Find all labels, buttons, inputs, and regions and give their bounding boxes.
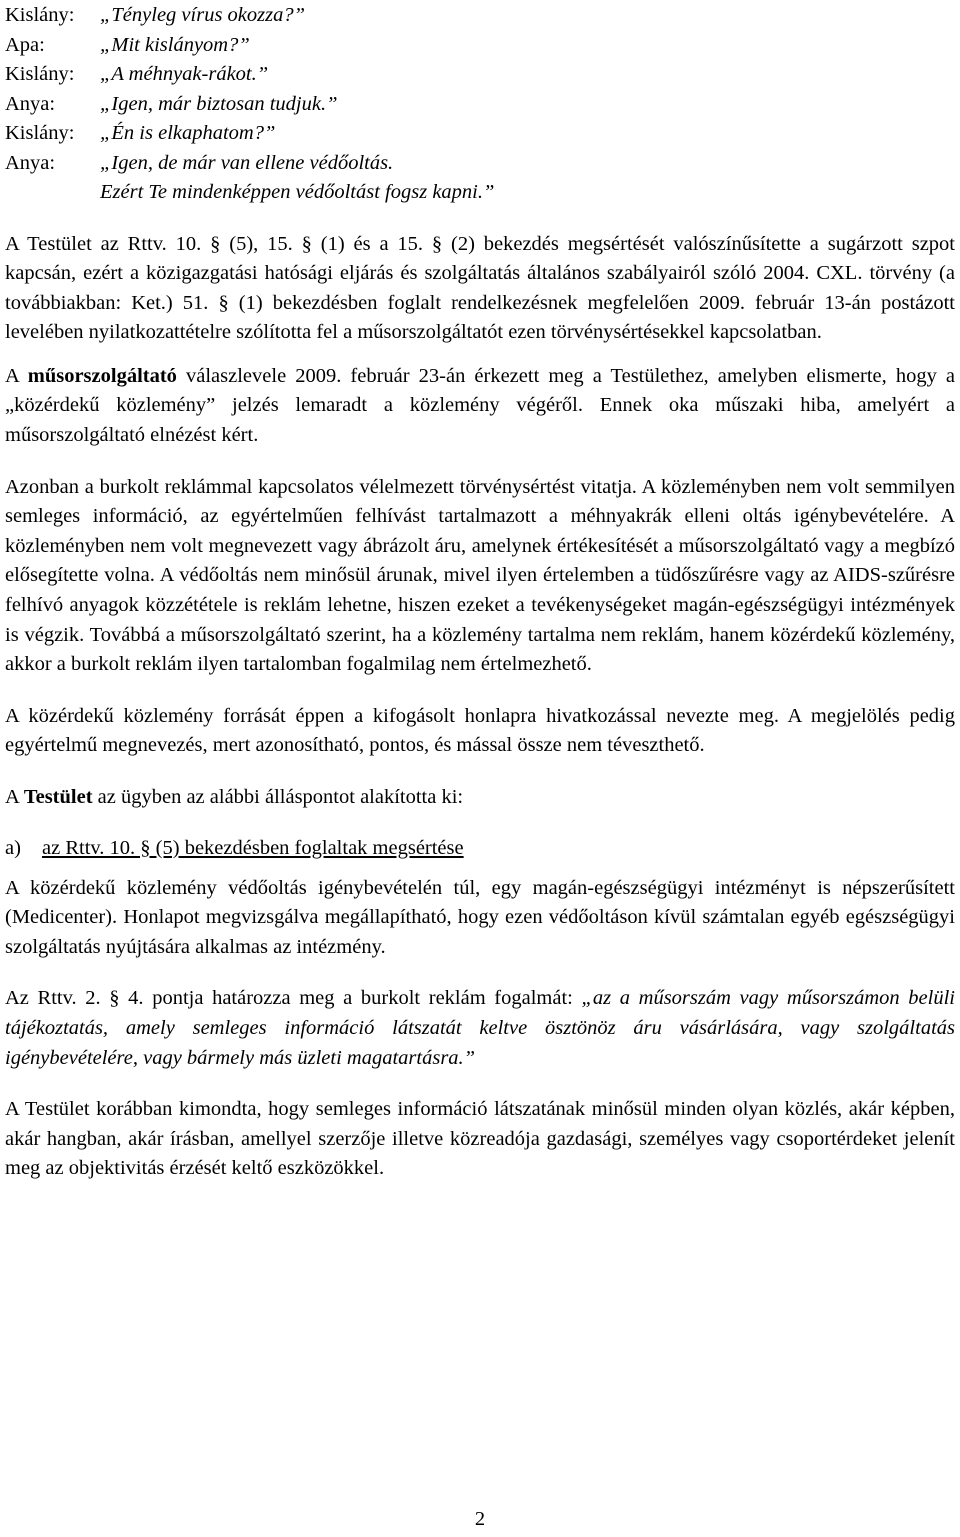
document-page — [5, 0, 955, 1184]
dialog-block — [5, 0, 955, 208]
text-prefix: Az Rttv. 2. § 4. pontja határozza meg a burkolt reklám fogalmát: — [5, 987, 582, 1010]
dialog-speaker: Kislány: — [5, 122, 75, 144]
text-prefix: A — [5, 364, 28, 387]
paragraph-procedure: A Testület az Rttv. 10. § (5), 15. § (1) és a 15. § (2) bekezdés megsértését valószínűsítette a sugárzott szpot kapcsán, ezért a közigazgatási hatósági eljárás és szolgáltatás általános szabályairól szóló 2004. CXL. törvény (a továbbiakban: Ket.) 51. § (1) bekezdésben foglalt rendelkezésnek megfelelően 2009. február 13-án postázott levelében nyilatkozattételre szólította fel a műsorszolgáltatót ezen törvénysértésekkel kapcsolatban. — [5, 232, 955, 344]
dialog-text: „Igen, már biztosan tudjuk.” — [100, 92, 338, 115]
dialog-speaker: Anya: — [5, 151, 56, 174]
dialog-text: „A méhnyak-rákot.” — [100, 63, 269, 85]
dialog-text: „Igen, de már van ellene védőoltás. — [100, 151, 394, 174]
text-prefix: A — [5, 786, 24, 808]
dialog-line — [5, 31, 955, 61]
dialog-line — [5, 1, 955, 31]
section-title: az Rttv. 10. § (5) bekezdésben foglaltak megsértése — [42, 836, 464, 859]
paragraph-definition — [5, 984, 955, 1073]
dialog-line — [5, 119, 955, 149]
dialog-text: „Tényleg vírus okozza?” — [100, 4, 305, 26]
dialog-speaker: Kislány: — [5, 4, 75, 26]
paragraph-medicenter: A közérdekű közlemény védőoltás igénybevételén túl, egy magán-egészségügyi intézményt is népszerűsített (Medicenter). Honlapot megvizsgálva megállapítható, hogy ezen védőoltáson kívül számtalan egyéb egészségügyi szolgáltatás nyújtására alkalmas az intézmény. — [5, 876, 955, 958]
dialog-text: „Mit kislányom?” — [100, 33, 250, 56]
italic-quote: „az a műsorszám vagy műsorszámon belüli tájékoztatás, amely semleges információ látszatát keltve ösztönöz áru vásárlására, vagy szolgáltatás igénybevételére, vagy bármely más üzleti magatartásra.” — [5, 987, 955, 1069]
dialog-text: „Én is elkaphatom?” — [100, 122, 276, 144]
paragraph-board-position — [5, 783, 955, 813]
dialog-speaker: Apa: — [5, 33, 45, 56]
page-number: 2 — [474, 1508, 486, 1530]
dialog-line — [5, 149, 955, 179]
dialog-line — [5, 178, 955, 208]
paragraph-neutral-info: A Testület korábban kimondta, hogy semleges információ látszatának minősül minden olyan közlés, akár képben, akár hangban, akár írásban, amellyel szerzője illetve közreadója gazdasági, személyes vagy csoportérdeket jelenít meg az objektivitás érzését keltő eszközökkel. — [5, 1098, 955, 1180]
bold-term: Testület — [23, 786, 93, 808]
bold-term: műsorszolgáltató — [27, 364, 177, 387]
section-heading-a — [5, 837, 955, 860]
text-rest: az ügyben az alábbi álláspontot alakította ki: — [92, 786, 464, 808]
section-label: a) — [5, 836, 21, 859]
dialog-text: Ezért Te mindenképpen védőoltást fogsz kapni.” — [100, 181, 495, 203]
dialog-speaker: Anya: — [5, 92, 56, 115]
paragraph-source: A közérdekű közlemény forrását éppen a kifogásolt honlapra hivatkozással nevezte meg. A megjelölés pedig egyértelmű megnevezés, mert azonosítható, pontos, és mással össze nem téveszthető. — [5, 704, 955, 757]
dialog-speaker — [5, 178, 100, 208]
text-rest: válaszlevele 2009. február 23-án érkezett meg a Testülethez, amelyben elismerte, hogy a „közérdekű közlemény” jelzés lemaradt a közlemény végéről. Ennek oka műszaki hiba, amelyért a műsorszolgáltató elnézést kért. — [5, 364, 955, 447]
dialog-speaker: Kislány: — [5, 63, 75, 85]
dialog-line — [5, 60, 955, 90]
dialog-line — [5, 90, 955, 120]
paragraph-broadcaster-reply — [5, 362, 955, 451]
paragraph-dispute: Azonban a burkolt reklámmal kapcsolatos vélelmezett törvénysértést vitatja. A közleményben nem volt semmilyen semleges információ, az egyértelműen felhívást tartalmazott a méhnyakrák elleni oltás igénybevételére. A közleményben nem volt megnevezett vagy ábrázolt áru, amelynek értékesítését a műsorszolgáltató vagy a megbízó elősegítette volna. A védőoltás nem minősül árunak, mivel ilyen értelemben a tüdőszűrésre vagy az AIDS-szűrésre felhívó anyagok közzététele is reklám lehetne, hiszen ezeket a tevékenységeket magán-egészségügyi intézmények is végzik. Továbbá a műsorszolgáltató szerint, ha a közlemény tartalma nem reklám, hanem közérdekű közlemény, akkor a burkolt reklám ilyen tartalomban fogalmilag nem értelmezhető. — [5, 475, 955, 676]
